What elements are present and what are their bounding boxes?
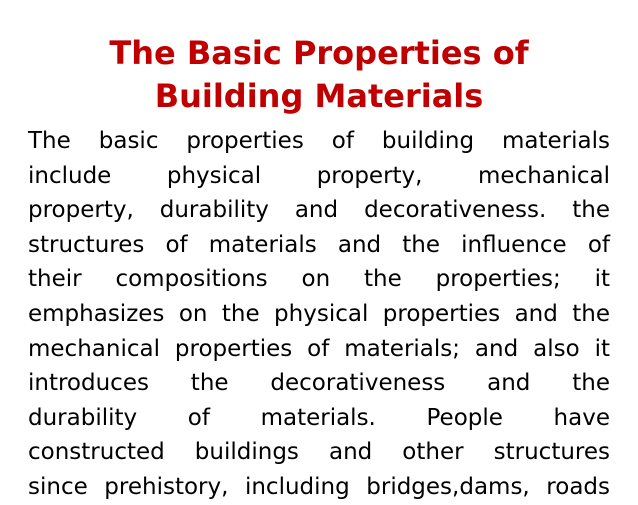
slide-title-line-1: The Basic Properties of <box>109 34 529 72</box>
body-line: include physical property, mechanical <box>28 162 610 189</box>
body-line: emphasizes on the physical properties and the <box>28 300 610 327</box>
body-line: their compositions on the properties; it <box>28 266 610 293</box>
body-line: constructed buildings and other structures <box>28 439 610 466</box>
body-line: The basic properties of building materials <box>28 128 610 154</box>
slide-title-line-2: Building Materials <box>154 77 484 115</box>
body-line: structures of materials and the influence of <box>28 231 610 258</box>
body-line: property, durability and decorativeness. the <box>28 197 610 224</box>
body-line: mechanical properties of materials; and also it <box>28 335 610 362</box>
slide-title <box>0 32 638 118</box>
body-line: durability of materials. People have <box>28 404 610 431</box>
body-line: introduces the decorativeness and the <box>28 370 610 397</box>
body-line: since prehistory, including bridges,dams, roads <box>28 473 610 500</box>
slide-body-text <box>28 124 610 505</box>
